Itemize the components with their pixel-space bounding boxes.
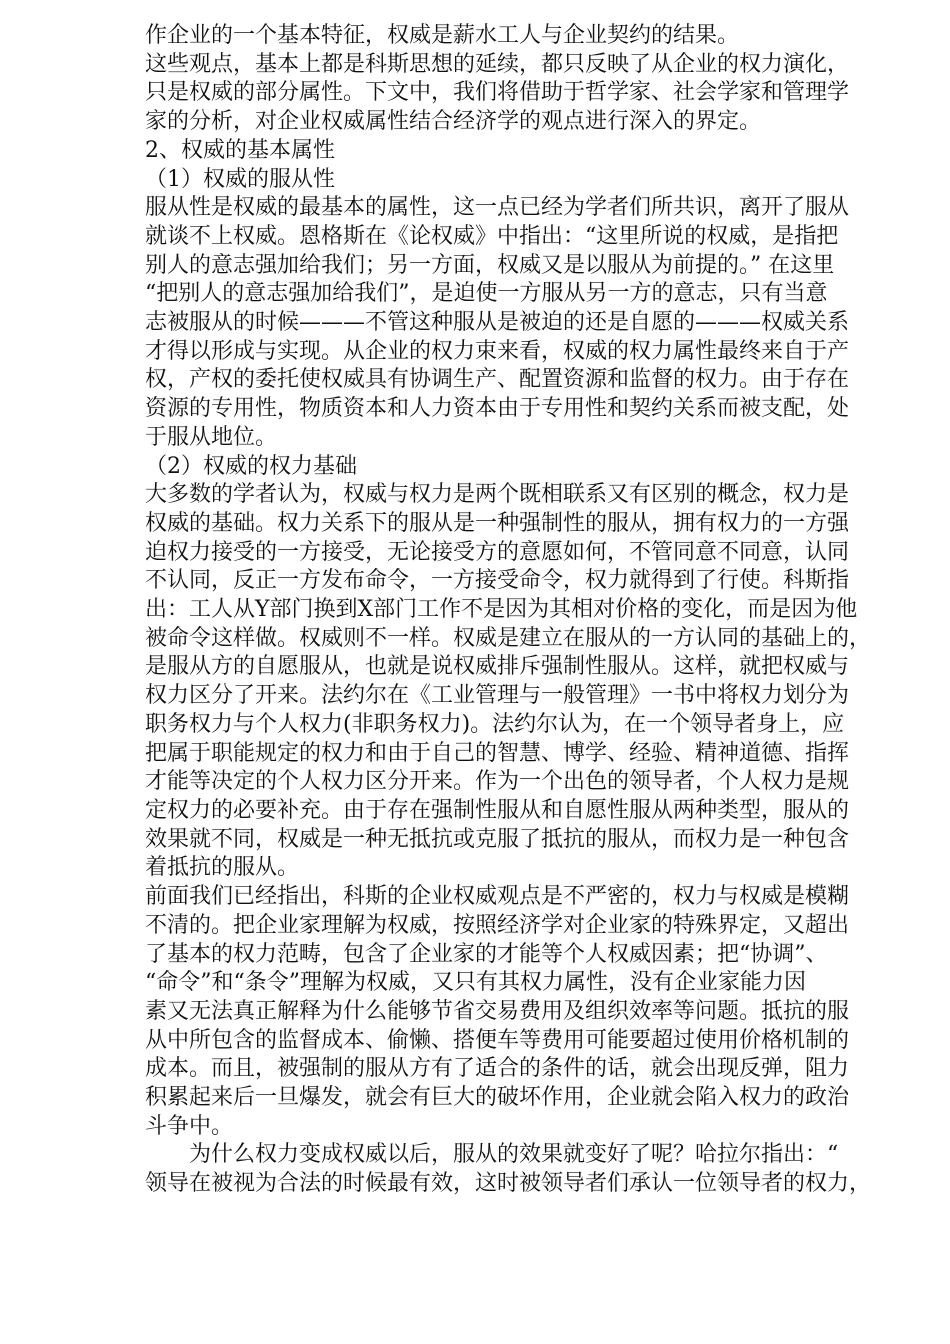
paragraph-3 bbox=[145, 194, 875, 452]
text-line: 积累起来后一旦爆发，就会有巨大的破坏作用，企业就会陷入权力的政治 bbox=[145, 1085, 850, 1111]
text-line: 权威的基础。权力关系下的服从是一种强制性的服从，拥有权力的一方强 bbox=[145, 510, 850, 536]
text-line: 从中所包含的监督成本、偷懒、搭便车等费用可能要超过使用价格机制的 bbox=[145, 1027, 850, 1053]
text-line: 职务权力与个人权力(非职务权力)。法约尔认为，在一个领导者身上，应 bbox=[145, 711, 845, 737]
text-line: “把别人的意志强加给我们”，是迫使一方服从另一方的意志，只有当意 bbox=[145, 281, 828, 307]
text-line: 这些观点，基本上都是科斯思想的延续，都只反映了从企业的权力演化， bbox=[145, 51, 850, 77]
paragraph-6 bbox=[145, 1141, 875, 1198]
text-line: 了基本的权力范畴，包含了企业家的才能等个人权威因素；把“协调”、 bbox=[145, 941, 828, 967]
text-line: 大多数的学者认为，权威与权力是两个既相联系又有区别的概念，权力是 bbox=[145, 482, 850, 508]
paragraph-1 bbox=[145, 22, 875, 51]
subsection-heading-2: （2）权威的权力基础 bbox=[145, 453, 357, 479]
text-line: 领导在被视为合法的时候最有效，这时被领导者们承认一位领导者的权力， bbox=[145, 1171, 872, 1197]
text-line: 出：工人从Y部门换到X部门工作不是因为其相对价格的变化，而是因为他 bbox=[145, 597, 858, 623]
text-line: 权力区分了开来。法约尔在《工业管理与一般管理》一书中将权力划分为 bbox=[145, 683, 850, 709]
text-line: 权，产权的委托使权威具有协调生产、配置资源和监督的权力。由于存在 bbox=[145, 367, 850, 393]
text-line: 定权力的必要补充。由于存在强制性服从和自愿性服从两种类型，服从的 bbox=[145, 797, 850, 823]
text-line: 作企业的一个基本特征，权威是薪水工人与企业契约的结果。 bbox=[145, 23, 740, 48]
text-line: 只是权威的部分属性。下文中，我们将借助于哲学家、社会学家和管理学 bbox=[145, 80, 850, 106]
text-line: 志被服从的时候———不管这种服从是被迫的还是自愿的———权威关系 bbox=[145, 310, 850, 336]
text-line: 别人的意志强加给我们；另一方面，权威又是以服从为前提的。” 在这里 bbox=[145, 252, 835, 278]
text-line: 才能等决定的个人权力区分开来。作为一个出色的领导者，个人权力是规 bbox=[145, 769, 850, 795]
text-line: 迫权力接受的一方接受，无论接受方的意愿如何，不管同意不同意，认同 bbox=[145, 539, 850, 565]
text-line: “命令”和“条令”理解为权威，又只有其权力属性，没有企业家能力因 bbox=[145, 970, 806, 996]
text-line: 为什么权力变成权威以后，服从的效果就变好了呢？哈拉尔指出：“ bbox=[189, 1142, 839, 1168]
text-line: 成本。而且，被强制的服从方有了适合的条件的话，就会出现反弹，阻力 bbox=[145, 1056, 850, 1082]
text-line: 家的分析，对企业权威属性结合经济学的观点进行深入的界定。 bbox=[145, 109, 762, 135]
section-heading: 2、权威的基本属性 bbox=[145, 137, 335, 163]
subsection-heading-1: （1）权威的服从性 bbox=[145, 166, 335, 192]
paragraph-4 bbox=[145, 481, 875, 883]
paragraph-2 bbox=[145, 51, 875, 137]
text-line: 效果就不同，权威是一种无抵抗或克服了抵抗的服从，而权力是一种包含 bbox=[145, 826, 850, 852]
text-line: 就谈不上权威。恩格斯在《论权威》中指出：“这里所说的权威，是指把 bbox=[145, 223, 839, 249]
document-page bbox=[145, 22, 875, 1199]
text-line: 素又无法真正解释为什么能够节省交易费用及组织效率等问题。抵抗的服 bbox=[145, 998, 850, 1024]
text-line: 前面我们已经指出，科斯的企业权威观点是不严密的，权力与权威是模糊 bbox=[145, 884, 850, 910]
text-line: 斗争中。 bbox=[145, 1113, 234, 1139]
text-line: 不认同，反正一方发布命令，一方接受命令，权力就得到了行使。科斯指 bbox=[145, 568, 850, 594]
text-line: 把属于职能规定的权力和由于自己的智慧、博学、经验、精神道德、指挥 bbox=[145, 740, 850, 766]
text-line: 不清的。把企业家理解为权威，按照经济学对企业家的特殊界定，又超出 bbox=[145, 912, 850, 938]
text-line: 被命令这样做。权威则不一样。权威是建立在服从的一方认同的基础上的， bbox=[145, 625, 872, 651]
paragraph-5 bbox=[145, 883, 875, 1141]
text-line: 着抵抗的服从。 bbox=[145, 855, 300, 881]
text-line: 资源的专用性，物质资本和人力资本由于专用性和契约关系而被支配，处 bbox=[145, 396, 850, 422]
text-line: 是服从方的自愿服从，也就是说权威排斥强制性服从。这样，就把权威与 bbox=[145, 654, 850, 680]
text-line: 于服从地位。 bbox=[145, 424, 278, 450]
text-line: 服从性是权威的最基本的属性，这一点已经为学者们所共识，离开了服从 bbox=[145, 195, 850, 221]
text-line: 才得以形成与实现。从企业的权力束来看，权威的权力属性最终来自于产 bbox=[145, 338, 850, 364]
